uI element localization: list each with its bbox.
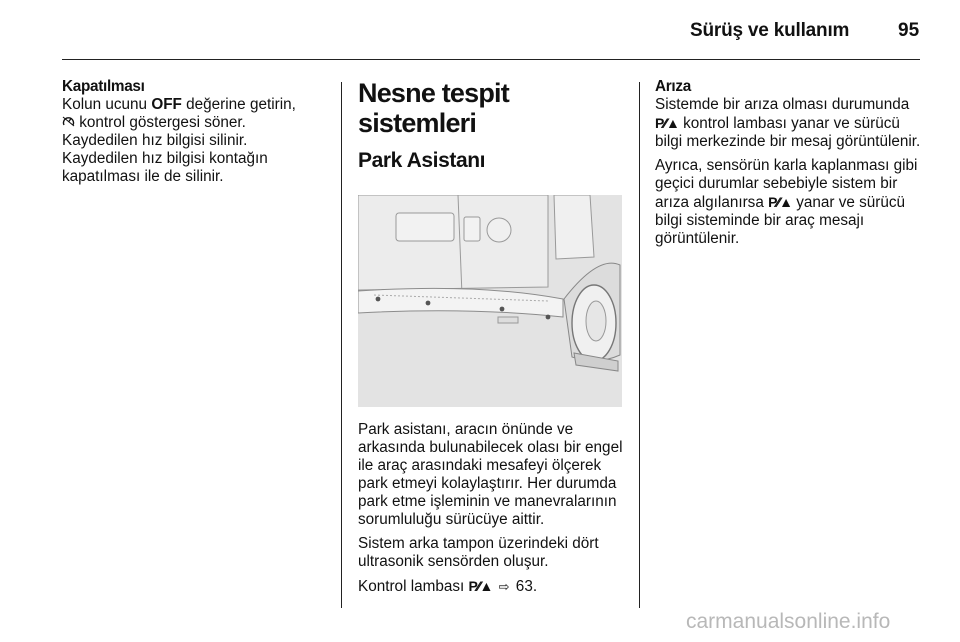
column-divider-left [341, 82, 342, 608]
text-run: kontrol göstergesi söner. [75, 114, 246, 131]
park-assist-icon: P⁄⁄▲ [655, 115, 679, 131]
header-title: Sürüş ve kullanım [690, 20, 850, 41]
text-run: kontrol lambası yanar ve sürücü bilgi merkezinde bir mesaj görüntülenir. [655, 115, 921, 150]
watermark: carmanualsonline.info [686, 610, 891, 633]
paragraph-malfunction [655, 96, 927, 151]
page-reference-arrow-icon[interactable]: ⇨ [498, 579, 510, 594]
column-divider-right [639, 82, 640, 608]
paragraph-park-assist-description: Park asistanı, aracın önünde ve arkasında bulunabilecek olası bir engel ile araç arasındaki mesafeyi ölçerek park etmeyi kolaylaştırır. Her durumda park etme işleminin ve manevralarının sorumluluğu sürücüye aittir. [358, 421, 623, 528]
section-title: Nesne tespit sistemleri [358, 78, 509, 138]
paragraph-temporary-fault [655, 157, 927, 248]
text-run: Ayrıca, sensörün karla kaplanması gibi geçici durumlar sebebiyle sistem bir arıza algılanırsa [655, 157, 918, 211]
left-column [62, 78, 334, 186]
park-assist-icon: P⁄⁄▲ [768, 194, 792, 210]
text-run: Kontrol lambası [358, 578, 469, 595]
paragraph-ignition: Kaydedilen hız bilgisi kontağın kapatılması ile de silinir. [62, 150, 268, 185]
text-run: değerine getirin, [181, 96, 296, 113]
text-run: Sistemde bir arıza olması durumunda [655, 96, 910, 113]
paragraph-sensors: Sistem arka tampon üzerindeki dört ultrasonik sensörden oluşur. [358, 535, 599, 570]
off-label: OFF [151, 96, 182, 113]
section-heading-ariza: Arıza [655, 78, 691, 95]
middle-column [358, 78, 628, 602]
paragraph-deleted: Kaydedilen hız bilgisi silinir. [62, 132, 248, 149]
rear-bumper-illustration [358, 195, 622, 407]
text-run: Kolun ucunu [62, 96, 152, 113]
paragraph-control-lamp [358, 577, 628, 596]
page-header [0, 0, 960, 62]
section-subtitle: Park Asistanı [358, 149, 486, 172]
paragraph-off [62, 96, 334, 132]
page-reference-text[interactable]: 63. [511, 578, 538, 595]
header-rule [62, 59, 920, 60]
text-run: yanar ve sürücü bilgi sisteminde bir araç mesajı görüntülenir. [655, 194, 906, 247]
page-number: 95 [898, 20, 920, 41]
section-heading-kapatilmasi: Kapatılması [62, 78, 145, 95]
speed-limiter-icon [62, 114, 75, 131]
park-assist-icon: P⁄⁄▲ [468, 578, 493, 594]
right-column [655, 78, 927, 254]
